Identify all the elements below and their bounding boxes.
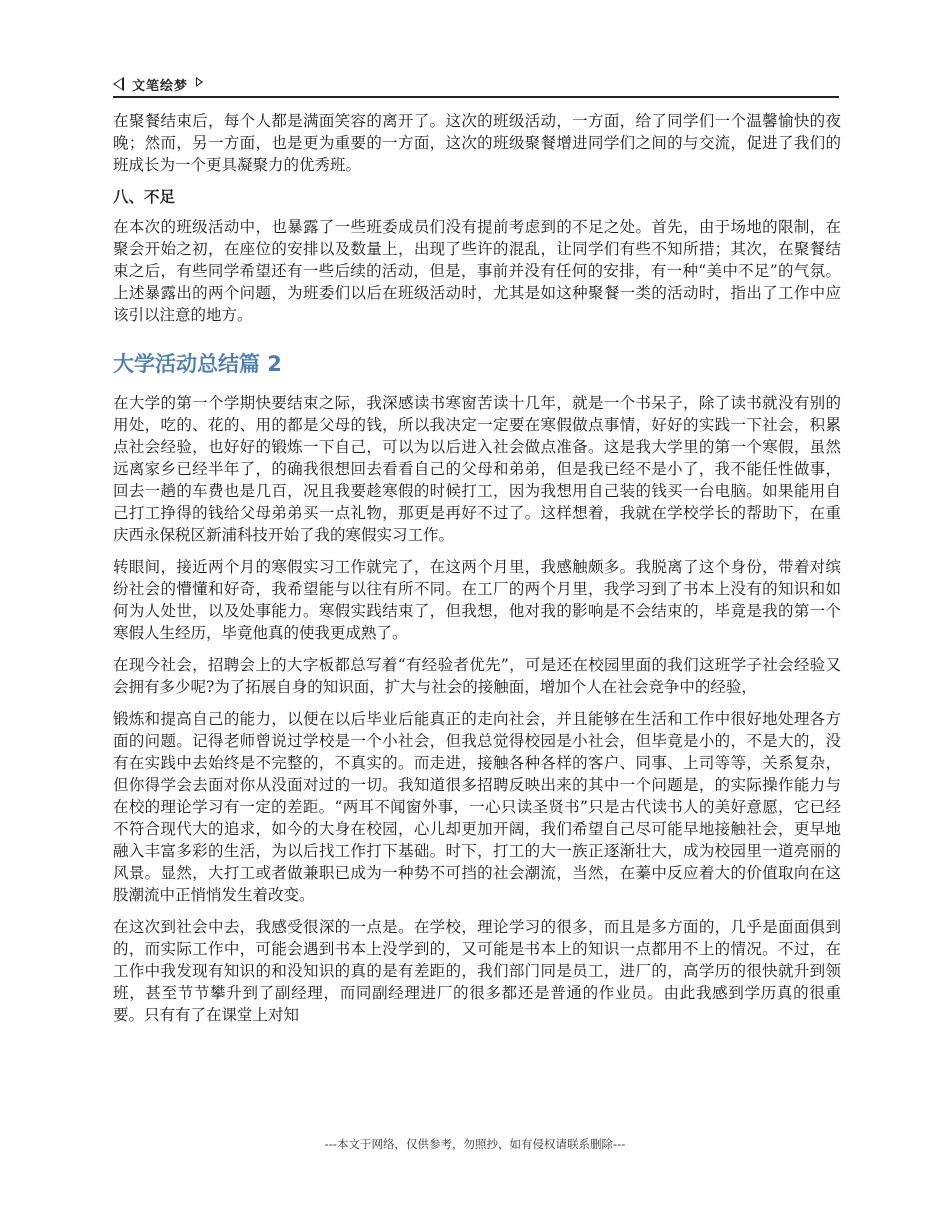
paragraph: 在大学的第一个学期快要结束之际，我深感读书寒窗苦读十几年，就是一个书呆子，除了读书就没有别的用处，吃的、花的、用的都是父母的钱，所以我决定一定要在寒假做点事情，好好的实践一下社会，积累点社会经验，也好好的锻炼一下自己，可以为以后进入社会做点准备。这是我大学里的第一个寒假，虽然远离家乡已经半年了，的确我很想回去看看自己的父母和弟弟，但是我已经不是小了，我不能任性做事，回去一趟的车费也是几百，况且我要趁寒假的时候打工，因为我想用自己装的钱买一台电脑。如果能用自己打工挣得的钱给父母弟弟买一点礼物，那更是再好不过了。这样想着，我就在学校学长的帮助下，在重庆西永保税区新浦科技开始了我的寒假实习工作。	[113, 394, 841, 544]
section-heading: 八、不足	[113, 188, 176, 206]
article-title: 大学活动总结篇 2	[113, 352, 282, 376]
triangle-right-icon	[196, 77, 203, 87]
page-header	[113, 72, 839, 98]
paragraph: 转眼间，接近两个月的寒假实习工作就完了，在这两个月里，我感触颇多。我脱离了这个身份，带着对缤纷社会的懵懂和好奇，我希望能与以往有所不同。在工厂的两个月里，我学习到了书本上没有的知识和如何为人处世，以及处事能力。寒假实践结束了，但我想，他对我的影响是不会结束的，毕竟是我的第一个寒假人生经历，毕竟他真的使我更成熟了。	[113, 558, 841, 642]
paragraph: 在本次的班级活动中，也暴露了一些班委成员们没有提前考虑到的不足之处。首先，由于场地的限制，在聚会开始之初，在座位的安排以及数量上，出现了些许的混乱，让同学们有些不知所措；其次，在聚餐结束之后，有些同学希望还有一些后续的活动，但是，事前并没有任何的安排，有一种“美中不足”的气氛。上述暴露出的两个问题，为班委们以后在班级活动时，尤其是如这种聚餐一类的活动时，指出了工作中应该引以注意的地方。	[113, 218, 841, 324]
page-footer-disclaimer: ---本文于网络，仅供参考，勿照抄，如有侵权请联系删除---	[324, 1137, 626, 1151]
document-body	[113, 110, 841, 1036]
paragraph: 锻炼和提高自己的能力，以便在以后毕业后能真正的走向社会，并且能够在生活和工作中很好地处理各方面的问题。记得老师曾说过学校是一个小社会，但我总觉得校园是小社会，但毕竟是小的，不是大的，没有在实践中去始终是不完整的，不真实的。而走进，接触各种各样的客户、同事、上司等等，关系复杂，但你得学会去面对你从没面对过的一切。我知道很多招聘反映出来的其中一个问题是，的实际操作能力与在校的理论学习有一定的差距。“两耳不闻窗外事，一心只读圣贤书”只是古代读书人的美好意愿，它已经不符合现代大的追求，如今的大身在校园，心儿却更加开阔，我们希望自己尽可能早地接触社会，更早地融入丰富多彩的生活，为以后找工作打下基础。时下，打工的大一族正逐渐壮大，成为校园里一道亮丽的风景。显然，大打工或者做兼职已成为一种势不可挡的社会潮流，当然，在蓁中反应着大的价值取向在这股潮流中正悄悄发生着改变。	[113, 710, 841, 904]
paragraph: 在现今社会，招聘会上的大字板都总写着“有经验者优先”，可是还在校园里面的我们这班学子社会经验又会拥有多少呢?为了拓展自身的知识面，扩大与社会的接触面，增加个人在社会竞争中的经验，	[113, 656, 841, 696]
paragraph: 在这次到社会中去，我感受很深的一点是。在学校，理论学习的很多，而且是多方面的，几乎是面面俱到的，而实际工作中，可能会遇到书本上没学到的，又可能是书本上的知识一点都用不上的情况。不过，在工作中我发现有知识的和没知识的真的是有差距的，我们部门同是员工，进厂的，高学历的很快就升到领班，甚至节节攀升到了副经理，而同副经理进厂的很多都还是普通的作业员。由此我感到学历真的很重要。只有有了在课堂上对知	[113, 918, 841, 1024]
header-brand: 文笔绘梦	[132, 78, 189, 94]
paragraph: 在聚餐结束后，每个人都是满面笑容的离开了。这次的班级活动，一方面，给了同学们一个温馨愉快的夜晚；然而，另一方面，也是更为重要的一方面，这次的班级聚餐增进同学们之间的与交流，促进了我们的班成长为一个更具凝聚力的优秀班。	[113, 112, 841, 174]
triangle-left-icon	[113, 77, 124, 91]
